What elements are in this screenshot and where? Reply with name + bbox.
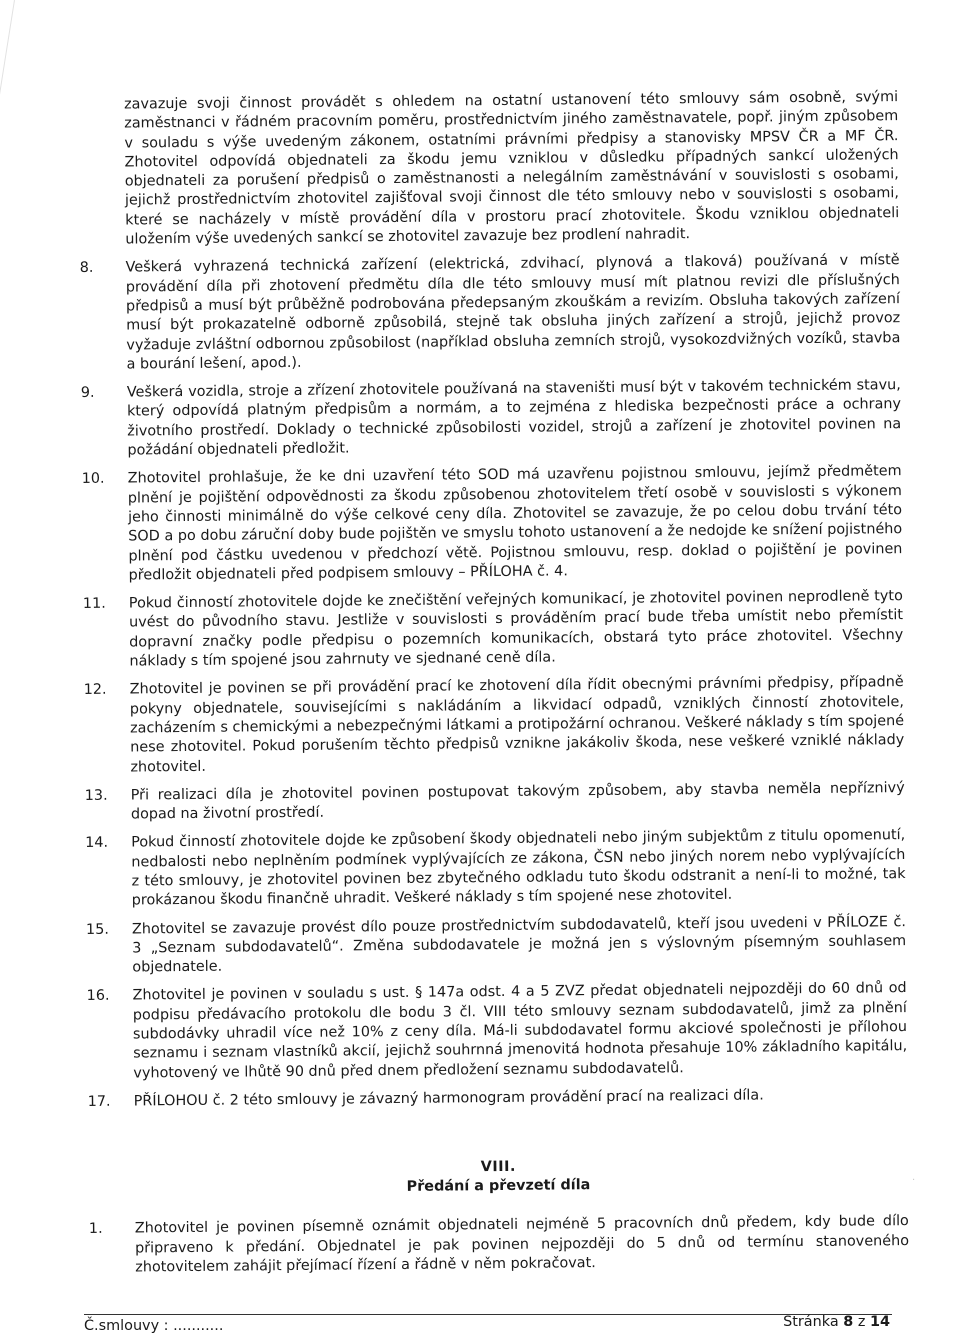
list-item [85,826,906,911]
section-title: Předání a převzetí díla [406,1177,591,1196]
item-number: 15. [85,921,109,938]
scan-edge-mark [0,0,15,109]
list-item [88,1085,908,1112]
page-number [783,1314,890,1330]
item-text: Zhotovitel prohlašuje, že ke dni uzavření této SOD má uzavřenu pojistnou smlouvu, jejímž předmětem plnění je pojištění odpovědnosti za škodu způsobenou zhotovitelem třetí osobě v souvislosti s výkonem jeho činnosti minimálně do výše celkové ceny díla. Zhotovitel se zavazuje, že po celou dobu trvání této SOD a po dobu záruční doby bude pojištěn ve smyslu tohoto ustanovení a že nedojde ke snížení pojistného plnění pod částku uvedenou v předchozí větě. Pojistnou smlouvu, resp. doklad o pojištění je povinen předložit objednateli před podpisem smlouvy – PŘÍLOHA č. 4. [127,463,903,584]
item-number: 8. [79,260,94,277]
item-number: 12. [83,682,107,699]
section-number: VIII. [480,1159,516,1176]
scan-speck: · [912,1175,916,1186]
list-item [87,980,908,1084]
item-text: Pokud činností zhotovitele dojde ke znečištění veřejných komunikací, je zhotovitel povinen neprodleně tyto uvést do původního stavu. Jestliže v souvislosti s prováděním prací bude třeba umístit nebo přemístit dopravní značky podle předpisu o pozemních komunikacích, obstará tyto práce zhotovitel. Všechny náklady s tím spojené jsou zahrnuty ve sjednané ceně díla. [128,588,904,670]
item-text: Při realizaci díla je zhotovitel povinen postupovat takovým způsobem, aby stavba neměla nepříznivý dopad na životní prostředí. [130,779,905,823]
document-body [78,88,909,1278]
item-number: 16. [86,988,110,1005]
item-text: Veškerá vyhrazená technická zařízení (elektrická, zdvihací, plynová a tlaková) používaná v místě provádění díla při zhotovení předmětu díla dle této smlouvy musí mít platnou revizi dle příslušných předpisů a musí být průběžně podrobována předepsaným zkouškám a revizím. Obsluha takových zařízení musí být prokazatelně odborně způsobilá, stejně tak obsluha jiných zařízení a strojů, jejichž provoz vyžaduje zvláštní odbornou způsobilost (například obsluha zemních strojů, vysokozdvižných vozíků, stavba a bourání lešení, apod.). [125,252,901,373]
item-text: Pokud činností zhotovitele dojde ke způsobení škody objednateli nebo jiným subjektům z titulu opomenutí, nedbalosti nebo neplněním podmínek vyplývajících ze zákona, ČSN nebo jiných norem nebo vyplývajících z této smlouvy, je zhotovitel povinen bez zbytečného odkladu tuto škodu odstranit a není-li to možné, tak prokázanou škodu finančně uhradit. Veškeré náklady s tím spojené nese zhotovitel. [131,827,906,909]
item-text: Zhotovitel se zavazuje provést dílo pouze prostřednictvím subdodavatelů, kteří jsou uvedeni v PŘÍLOZE č. 3 „Seznam subdodavatelů“. Změna subdodavatele je možná jen s výslovným písemným souhlasem objednatele. [131,913,907,976]
contract-number-label: Č.smlouvy : ........... [84,1318,224,1334]
list-item [83,587,904,672]
list-item [82,462,903,586]
list-item [85,779,905,825]
list-item [86,913,907,979]
item-number: 13. [84,787,108,804]
page-footer [0,1300,960,1341]
page-separator: z [857,1314,866,1330]
page-current: 8 [843,1314,854,1330]
list-item [81,376,902,461]
footer-divider [84,1314,892,1315]
page-total: 14 [869,1314,890,1330]
item-number: 9. [80,385,95,402]
page-prefix: Stránka [783,1314,839,1330]
item-number: 11. [82,595,106,613]
item-number: 10. [81,471,105,488]
item-number: 1. [88,1221,103,1238]
item-text: Zhotovitel je povinen v souladu s ust. § 147a odst. 4 a 5 ZVZ předat objednateli nejpozději do 60 dnů od podpisu předávacího protokolu dle bodu 3 čl. VIII této smlouvy seznam subdodavatelů, jimž za plnění subdodávky uhradil více než 10% z ceny díla. Má-li subdodavatel formu akciové společnosti je přílohou seznamu i seznam vlastníků akcií, jejichž souhrnná jmenovitá hodnota přesahuje 10% základního kapitálu, vyhotovený ve lhůtě 90 dnů před dnem předložení seznamu subdodavatelů. [132,980,908,1082]
item-number: 14. [85,835,109,852]
item-text: Zhotovitel je povinen se při provádění prací ke zhotovení díla řídit obecnými právními předpisy, případně pokyny objednatele, souvisejícími s nakládáním a likvidací odpadů, vzniklých činností zhotovitele, zacházením s chemickými a nebezpečnými látkami a protipožární ochranou. Veškeré náklady s tím spojené nese zhotovitel. Pokud porušením těchto předpisů vznikne jakákoliv škoda, nese veškeré vzniklé náklady zhotovitel. [129,674,905,776]
item-text: Veškerá vozidla, stroje a zřízení zhotovitele používaná na staveništi musí být v takovém technickém stavu, který odpovídá platným předpisům a normám, a to zejména z hlediska bezpečnosti práce a ochrany životního prostředí. Doklady o technické způsobilosti vozidel, strojů a zařízení je zhotovitel povinen na požádání objednateli předložit. [126,377,902,459]
intro-paragraph: zavazuje svoji činnost provádět s ohledem na ostatní ustanovení této smlouvy sám osobně, svými zaměstnanci v řádném pracovním poměru, prostřednictvím jiného zaměstnavatele, popř. jiným způsobem v souladu s výše uvedeným zákonem, ostatními právními předpisy a stanovisky MPSV ČR a MF ČR. Zhotovitel odpovídá objednateli za škodu jemu vzniklou v důsledku případných sankcí uložených objednateli za porušení předpisů o zaměstnanosti a nelegálním zaměstnávání v souvislosti s osobami, jejichž prostřednictvím zhotovitel zajišťoval svoji činnost dle této smlouvy nebo v souvislosti s osobami, které se nacházely v místě provádění díla v prostoru prací zhotovitele. Škodu vzniklou objednateli uložením výše uvedených sankcí se zhotovitel zavazuje bez prodlení nahradit. [124,89,900,248]
list-item [80,251,901,375]
section-items [89,1212,910,1278]
item-text: PŘÍLOHOU č. 2 této smlouvy je závazný harmonogram provádění prací na realizaci díla. [133,1087,764,1110]
list-item [89,1212,910,1278]
item-number: 17. [87,1093,111,1110]
list-item [84,673,905,777]
item-text: Zhotovitel je povinen písemně oznámit objednateli nejméně 5 pracovních dnů předem, kdy bude dílo připraveno k předání. Objednatel je pak povinen nejpozději do 5 dnů od termínu stanoveného zhotovitelem zahájit přejímací řízení a řádně v něm pokračovat. [134,1213,910,1276]
section-heading [88,1154,908,1200]
